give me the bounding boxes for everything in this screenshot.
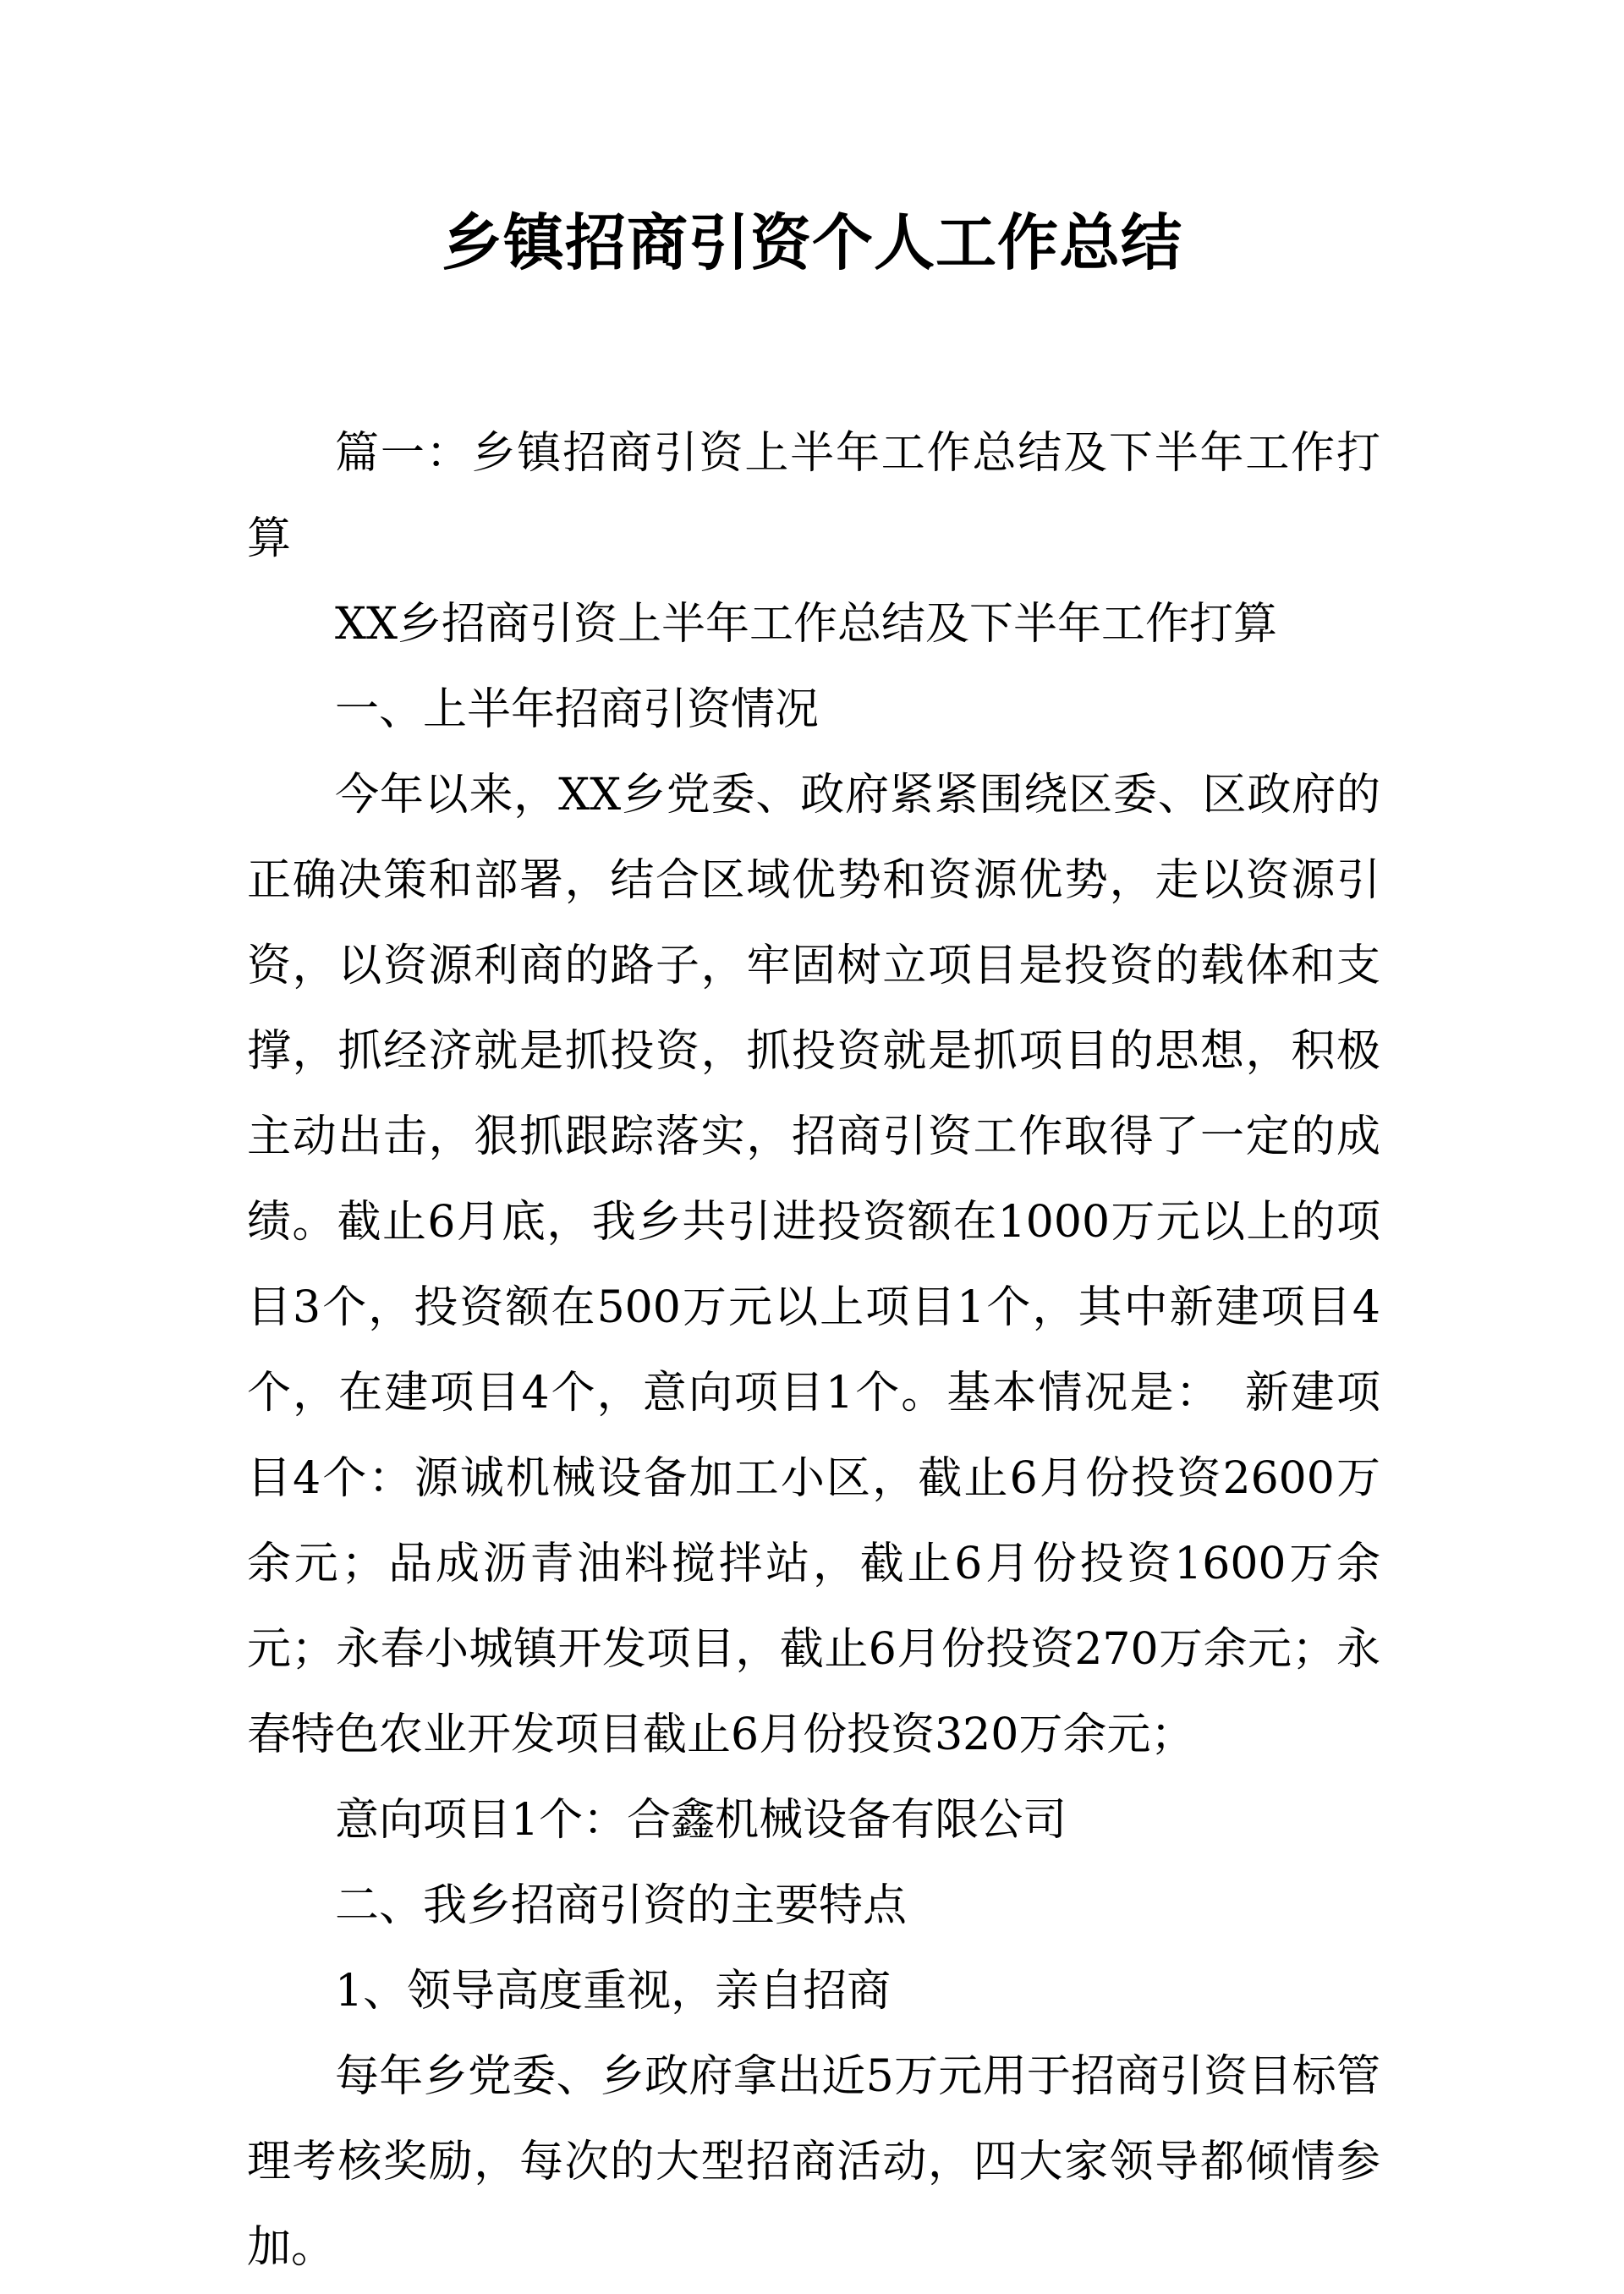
subheading-leadership: 1、领导高度重视，亲自招商 bbox=[335, 1966, 892, 2017]
document-body bbox=[247, 411, 1380, 2291]
section-heading-part-one: 篇一：乡镇招商引资上半年工作总结及下半年工作打算 bbox=[247, 428, 1380, 564]
section-heading-two: 二、我乡招商引资的主要特点 bbox=[335, 1880, 908, 1931]
section-heading-one: 一、上半年招商引资情况 bbox=[335, 684, 820, 735]
body-paragraph-intended-project: 意向项目1个：合鑫机械设备有限公司 bbox=[335, 1795, 1067, 1846]
body-paragraph-leadership: 每年乡党委、乡政府拿出近5万元用于招商引资目标管理考核奖励，每次的大型招商活动，四大家领导都倾情参加。 bbox=[247, 2051, 1380, 2273]
body-paragraph-overview: 今年以来，XX乡党委、政府紧紧围绕区委、区政府的正确决策和部署，结合区域优势和资源优势，走以资源引资，以资源利商的路子，牢固树立项目是投资的载体和支撑，抓经济就是抓投资，抓投资就是抓项目的思想，积极主动出击，狠抓跟踪落实，招商引资工作取得了一定的成绩。截止6月底，我乡共引进投资额在1000万元以上的项目3个，投资额在500万元以上项目1个，其中新建项目4个，在建项目4个，意向项目1个。基本情况是： 新建项目4个：源诚机械设备加工小区，截止6月份投资2600万余元；品成沥青油料搅拌站，截止6月份投资1600万余元；永春小城镇开发项目，截止6月份投资270万余元；永春特色农业开发项目截止6月份投资320万余元； bbox=[247, 770, 1380, 1760]
document-title: 乡镇招商引资个人工作总结 bbox=[441, 207, 1182, 278]
subtitle-line: XX乡招商引资上半年工作总结及下半年工作打算 bbox=[335, 599, 1278, 650]
